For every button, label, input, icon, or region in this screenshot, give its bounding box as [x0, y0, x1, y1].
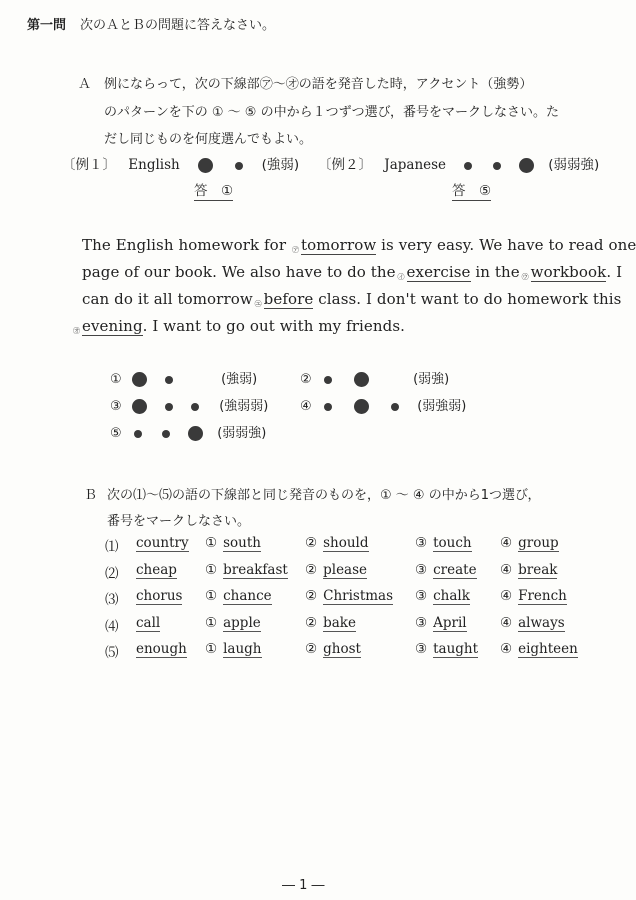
choice — [500, 562, 557, 578]
stress-dot-weak — [235, 162, 243, 170]
marker-d: ㋓ — [254, 300, 262, 308]
target-word — [136, 588, 182, 604]
example-2-pattern: (弱弱強) — [548, 157, 600, 173]
choice-word: French — [518, 588, 567, 604]
passage-text: can do it all tomorrow — [82, 290, 253, 308]
choice-number: ④ — [500, 614, 513, 631]
choice-word: chance — [223, 588, 272, 604]
stress-dot-strong — [354, 399, 369, 414]
stress-dot-weak — [162, 430, 170, 438]
question-number: ⑴ — [105, 539, 119, 555]
option-5 — [110, 422, 266, 441]
word-exercise: exercise — [406, 263, 471, 281]
target-word — [136, 641, 187, 657]
stress-dot-strong — [519, 158, 534, 173]
section-a-instruction-1: 例にならって，次の下線部㋐～㋔の語を発音した時，アクセント（強勢） — [104, 77, 533, 92]
choice-word: please — [323, 561, 368, 578]
word-before: before — [263, 290, 314, 308]
underlined-word-a — [291, 236, 377, 255]
passage-text: in the — [470, 263, 520, 281]
section-b-instruction-1 — [84, 484, 540, 503]
section-a-instruction-2: のパターンを下の ① ～ ⑤ の中から１つずつ選び，番号をマークしなさい。た — [104, 105, 560, 120]
choice-number: ④ — [500, 588, 513, 604]
choice-word: April — [433, 614, 467, 631]
example-1-tag: 〔例１〕 — [62, 157, 116, 173]
choice-number: ① — [205, 641, 218, 657]
target-word-text: call — [136, 614, 161, 631]
choice — [305, 641, 361, 657]
word-evening: evening — [82, 317, 143, 335]
choice-number: ③ — [415, 561, 428, 578]
option-label: (強弱弱) — [219, 399, 269, 414]
choice-number: ② — [305, 535, 318, 551]
choice — [305, 562, 367, 578]
choice — [205, 535, 261, 551]
passage-text: . I — [606, 263, 623, 281]
question-number: ⑸ — [105, 645, 119, 661]
passage-text: The English homework for — [82, 236, 287, 254]
choice-word: ghost — [323, 641, 361, 657]
choice — [500, 615, 565, 631]
choice — [205, 588, 272, 604]
stress-dot-weak — [493, 162, 501, 170]
choice — [500, 588, 567, 604]
stress-dot-weak — [324, 403, 332, 411]
question-heading — [27, 14, 275, 33]
choice-word: bake — [323, 614, 356, 631]
underlined-word-d — [254, 290, 314, 309]
underlined-word-c — [521, 263, 607, 282]
passage-line-3 — [82, 290, 621, 308]
option-1 — [110, 368, 257, 387]
passage-text: class. I don't want to do homework this — [313, 290, 622, 308]
choice-word: chalk — [433, 588, 470, 604]
example-1-pattern: (強弱) — [261, 157, 300, 173]
choice-number: ④ — [500, 535, 513, 551]
choice-number: ③ — [415, 535, 428, 551]
question-number: 第一問 — [27, 18, 67, 33]
marker-c: ㋒ — [521, 273, 529, 281]
stress-dot-weak — [191, 403, 199, 411]
passage-text: page of our book. We also have to do the — [82, 263, 396, 281]
option-number: ② — [300, 372, 312, 387]
choice-word: create — [433, 561, 477, 578]
stress-dot-weak — [165, 403, 173, 411]
choice-word: Christmas — [323, 588, 394, 604]
passage-text: . I want to go out with my friends. — [142, 317, 406, 335]
section-a-label: Ａ — [78, 77, 92, 92]
choice — [415, 588, 470, 604]
page-number: ― 1 ― — [282, 878, 325, 893]
passage-text: is very easy. We have to read one — [376, 236, 636, 254]
choice — [205, 641, 262, 657]
choice-word: group — [518, 535, 559, 551]
section-b-label: Ｂ — [84, 488, 98, 503]
target-word — [136, 535, 189, 551]
option-number: ① — [110, 372, 122, 387]
marker-a: ㋐ — [291, 246, 300, 254]
word-workbook: workbook — [530, 263, 607, 281]
choice-word: laugh — [223, 641, 262, 657]
target-word-text: chorus — [136, 588, 183, 604]
section-b-text: 次の⑴～⑸の語の下線部と同じ発音のものを，① ～ ④ の中から1つ選び， — [107, 488, 541, 503]
option-label: (弱弱強) — [217, 426, 267, 441]
section-a-instruction-3: だし同じものを何度選んでもよい。 — [104, 132, 313, 147]
option-label: (弱強弱) — [417, 399, 467, 414]
choice — [500, 535, 559, 551]
choice-word: apple — [223, 614, 261, 631]
option-3 — [110, 395, 268, 414]
choice-number: ④ — [500, 561, 513, 578]
stress-dot-weak — [134, 430, 142, 438]
option-number: ③ — [110, 399, 122, 414]
choice-word: breakfast — [223, 561, 288, 578]
option-4 — [300, 395, 466, 414]
passage-line-2 — [82, 263, 622, 281]
stress-dot-strong — [132, 372, 147, 387]
choice — [305, 535, 369, 551]
choice-number: ③ — [415, 588, 428, 604]
choice — [205, 562, 288, 578]
stress-dot-weak — [391, 403, 399, 411]
option-label: (弱強) — [413, 372, 450, 387]
choice — [415, 535, 472, 551]
stress-dot-strong — [198, 158, 213, 173]
choice-number: ② — [305, 588, 318, 604]
option-number: ⑤ — [110, 426, 122, 441]
choice — [500, 641, 578, 657]
example-1-word: English — [128, 157, 180, 173]
option-number: ④ — [300, 399, 312, 414]
target-word — [136, 562, 177, 578]
choice-word: south — [223, 535, 261, 551]
choice-number: ④ — [500, 641, 513, 657]
choice — [415, 562, 477, 578]
passage-line-1 — [82, 236, 636, 254]
choice-word: eighteen — [518, 641, 578, 657]
question-number: ⑷ — [105, 618, 119, 635]
choice-number: ① — [205, 588, 218, 604]
choice — [305, 615, 356, 631]
choice-number: ② — [305, 641, 318, 657]
stress-dot-weak — [165, 376, 173, 384]
choice — [205, 615, 261, 631]
question-number: ⑶ — [105, 592, 119, 608]
underlined-word-e — [73, 317, 143, 336]
stress-dot-strong — [188, 426, 203, 441]
example-1-answer: 答 ① — [194, 179, 233, 201]
choice-number: ③ — [415, 614, 428, 631]
example-2-tag: 〔例２〕 — [318, 157, 372, 173]
stress-dot-weak — [464, 162, 472, 170]
choice-word: always — [518, 614, 565, 631]
choice — [415, 641, 478, 657]
choice-number: ① — [205, 614, 218, 631]
target-word — [136, 615, 160, 631]
option-label: (強弱) — [221, 372, 258, 387]
marker-b: ㋑ — [397, 273, 405, 281]
stress-dot-strong — [354, 372, 369, 387]
example-2 — [318, 153, 599, 173]
question-instruction: 次のＡとＢの問題に答えなさい。 — [80, 18, 276, 33]
choice — [415, 615, 467, 631]
word-tomorrow: tomorrow — [300, 236, 377, 254]
choice — [305, 588, 393, 604]
section-b-instruction-2: 番号をマークしなさい。 — [107, 514, 251, 529]
choice-word: should — [323, 535, 369, 551]
passage-line-4 — [73, 317, 406, 335]
question-number: ⑵ — [105, 565, 119, 582]
choice-number: ① — [205, 535, 218, 551]
marker-e: ㋔ — [73, 327, 81, 335]
choice-word: break — [518, 561, 558, 578]
choice-number: ② — [305, 561, 318, 578]
underlined-word-b — [397, 263, 471, 282]
option-2 — [300, 368, 449, 387]
target-word-text: country — [136, 535, 189, 551]
choice-word: touch — [433, 535, 472, 551]
choice-number: ② — [305, 614, 318, 631]
example-2-answer: 答 ⑤ — [452, 179, 491, 201]
choice-number: ① — [205, 561, 218, 578]
target-word-text: cheap — [136, 561, 177, 578]
stress-dot-weak — [324, 376, 332, 384]
stress-dot-strong — [132, 399, 147, 414]
choice-word: taught — [433, 641, 479, 657]
example-2-word: Japanese — [384, 157, 447, 173]
example-1 — [62, 153, 299, 173]
target-word-text: enough — [136, 641, 187, 657]
choice-number: ③ — [415, 641, 428, 657]
